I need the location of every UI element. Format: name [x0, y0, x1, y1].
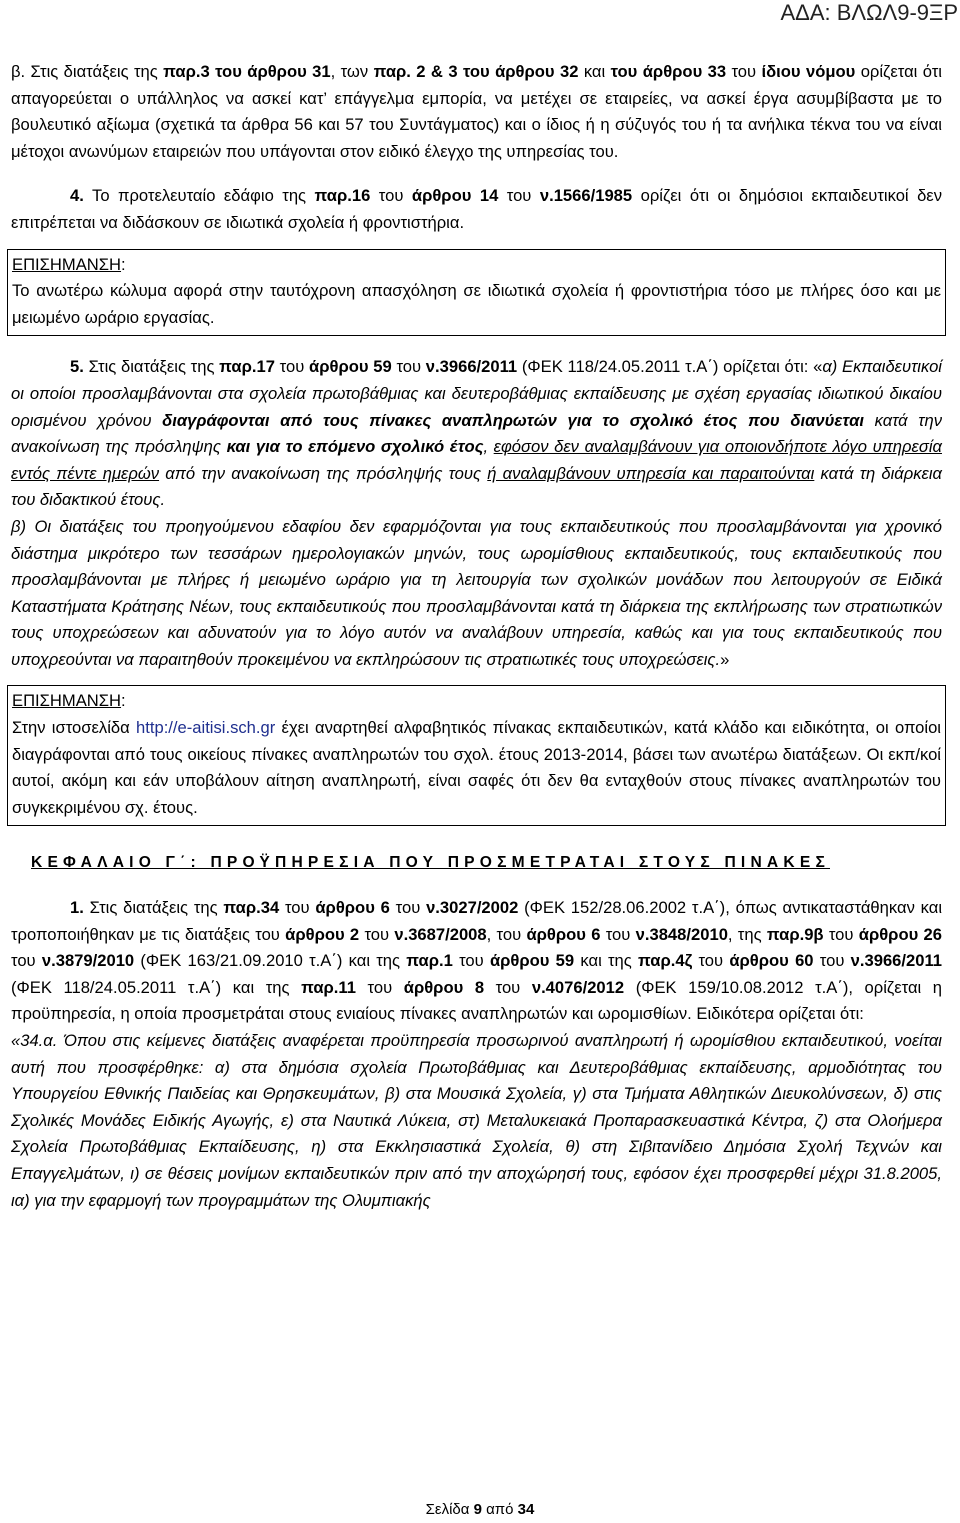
note-box-1	[7, 249, 946, 337]
section-b-paragraph: β. Στις διατάξεις της παρ.3 του άρθρου 31, των παρ. 2 & 3 του άρθρου 32 και του άρθρου 33 του ίδιου νόμου ορίζεται ότι απαγορεύεται ο υπάλληλος να ασκεί κατ’ επάγγελμα εμπορία, να μετέχει σε εταιρείες, να ασκεί έργα ασυμβίβαστα με το βουλευτικό αξίωμα (σχετικά τα άρθρα 56 και 57 του Συντάγματος) και ο ίδιος ή η σύζυγός του ή τα ανήλικα τέκνα του να είναι μέτοχοι ανωνύμων εταιρειών που υπάγονται στον ειδικό έλεγχο της υπηρεσίας του.	[11, 62, 942, 161]
note-text: Στην ιστοσελίδα http://e-aitisi.sch.gr έχει αναρτηθεί αλφαβητικός πίνακας εκπαιδευτικών, κατά κλάδο και ειδικότητα, οι οποίοι διαγράφονται από τους οικείους πίνακες αναπληρωτών του σχολ. έτους 2013-2014, βάσει των ανωτέρω διατάξεων. Οι εκπ/κοί αυτοί, ακόμη και εάν υποβάλουν αίτηση αναπληρωτή, είναι σαφές ότι δεν θα ενταχθούν στους πίνακες αναπληρωτών του συγκεκριμένου σχ. έτους.	[12, 718, 941, 817]
quote-paragraph: «34.α. Όπου στις κείμενες διατάξεις αναφέρεται προϋπηρεσία προσωρινού αναπληρωτή ή ωρομίσθιου εκπαιδευτικού, νοείται αυτή που προσφέρθηκε: α) στα δημόσια σχολεία Πρωτοβάθμιας και Δευτεροβάθμιας εκπαίδευσης, αρμοδιότητας του Υπουργείου Εθνικής Παιδείας και Θρησκευμάτων, β) στα Μουσικά Σχολεία, γ) στα Τμήματα Αθλητικών Διευκολύνσεων, δ) στις Σχολικές Μονάδες Ειδικής Αγωγής, ε) στα Ναυτικά Λύκεια, στ) Μεταλυκειακά Προπαρασκευαστικά Κέντρα, ζ) στα Ολοήμερα Σχολεία Πρωτοβάθμιας Εκπαίδευσης, η) στα Εκκλησιαστικά Σχολεία, θ) στη Σιβιτανίδειο Δημόσια Σχολή Τεχνών και Επαγγελμάτων, ι) σε θέσεις μονίμων εκπαιδευτικών πριν από την αποχώρησή τους, εφόσον έχει προσφερθεί μέχρι 31.8.2005, ια) για την εφαρμογή των προγραμμάτων της Ολυμπιακής	[11, 1031, 942, 1210]
page-footer: Σελίδα 9 από 34	[425, 1501, 535, 1518]
note-heading: ΕΠΙΣΗΜΑΝΣΗ:	[12, 691, 126, 711]
note-heading: ΕΠΙΣΗΜΑΝΣΗ:	[12, 254, 126, 274]
section-1-paragraph: 1. Στις διατάξεις της παρ.34 του άρθρου 6 του ν.3027/2002 (ΦΕΚ 152/28.06.2002 τ.Α΄), όπως αντικαταστάθηκαν και τροποποιήθηκαν με τις διατάξεις του άρθρου 2 του ν.3687/2008, του άρθρου 6 του ν.3848/2010, της παρ.9β του άρθρου 26 του ν.3879/2010 (ΦΕΚ 163/21.09.2010 τ.Α΄) και της παρ.1 του άρθρου 59 και της παρ.4ζ του άρθρου 60 του ν.3966/2011 (ΦΕΚ 118/24.05.2011 τ.Α΄) και της παρ.11 του άρθρου 8 του ν.4076/2012 (ΦΕΚ 159/10.08.2012 τ.Α΄), ορίζεται η προϋπηρεσία, η οποία προσμετράται στους ενιαίους πίνακες αναπληρωτών και ωρομισθίων. Ειδικότερα ορίζεται ότι:	[11, 898, 943, 1024]
note-text: Το ανωτέρω κώλυμα αφορά στην ταυτόχρονη απασχόληση σε ιδιωτικά σχολεία ή φροντιστήρια τόσο με πλήρες όσο και με μειωμένο ωράριο εργασίας.	[12, 281, 941, 327]
ada-code: ΑΔΑ: ΒΛΩΛ9-9ΞΡ	[780, 0, 958, 25]
chapter-title: ΚΕΦΑΛΑΙΟ Γ΄: ΠΡΟΫΠΗΡΕΣΙΑ ΠΟΥ ΠΡΟΣΜΕΤΡΑΤΑΙ ΣΤΟΥΣ ΠΙΝΑΚΕΣ	[31, 854, 830, 872]
document-page	[11, 59, 942, 1214]
section-5-b-paragraph: β) Οι διατάξεις του προηγούμενου εδαφίου δεν εφαρμόζονται για τους εκπαιδευτικούς που προσλαμβάνονται για χρονικό διάστημα μικρότερο των τεσσάρων ημερολογιακών μηνών, τους ωρομίσθιους εκπαιδευτικούς, τους εκπαιδευτικούς που προσλαμβάνονται με πλήρες ή μειωμένο ωράριο για τη λειτουργία των σχολικών μονάδων που λειτουργούν σε Ειδικά Καταστήματα Κράτησης Νέων, τους εκπαιδευτικούς που προσλαμβάνονται κατά τη διάρκεια της εκπλήρωσης των στρατιωτικών τους υποχρεώσεων και αδυνατούν για το λόγο αυτόν να αναλάβουν υπηρεσία, καθώς και για τους εκπαιδευτικούς που υποχρεούνται να παραιτηθούν προκειμένου να εκπληρώσουν τις στρατιωτικές τους υποχρεώσεις.»	[11, 516, 942, 669]
note-box-2	[7, 685, 946, 826]
aitisi-link[interactable]: http://e-aitisi.sch.gr	[136, 718, 276, 738]
section-4-paragraph: 4. Το προτελευταίο εδάφιο της παρ.16 του άρθρου 14 του ν.1566/1985 ορίζει ότι οι δημόσιοι εκπαιδευτικοί δεν επιτρέπεται να διδάσκουν σε ιδιωτικά σχολεία ή φροντιστήρια.	[11, 186, 943, 232]
section-5-paragraph: 5. Στις διατάξεις της παρ.17 του άρθρου 59 του ν.3966/2011 (ΦΕΚ 118/24.05.2011 τ.Α΄) ορίζεται ότι: «α) Εκπαιδευτικοί οι οποίοι προσλαμβάνονται στα σχολεία πρωτοβάθμιας και δευτεροβάθμιας εκπαίδευσης με σχέση εργασίας ιδιωτικού δικαίου ορισμένου χρόνου διαγράφονται από τους πίνακες αναπληρωτών για το σχολικό έτος που διανύεται κατά την ανακοίνωση της πρόσληψης και για το επόμενο σχολικό έτος, εφόσον δεν αναλαμβάνουν για οποιονδήποτε λόγο υπηρεσία εντός πέντε ημερών από την ανακοίνωση της πρόσληψής τους ή αναλαμβάνουν υπηρεσία και παραιτούνται κατά τη διάρκεια του διδακτικού έτους.	[11, 357, 943, 510]
